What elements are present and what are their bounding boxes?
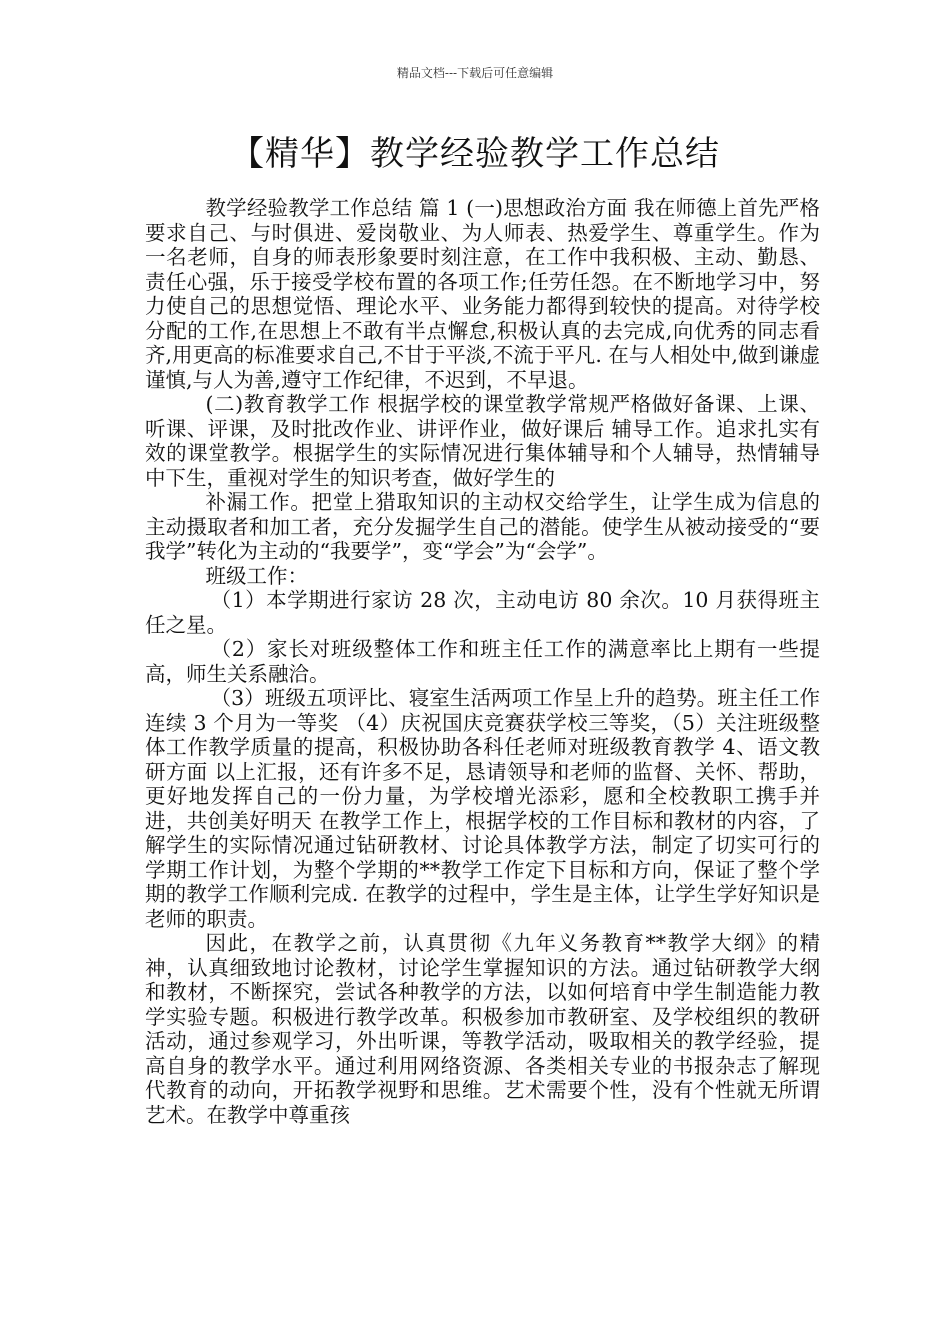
paragraph-remedial: 补漏工作。把堂上猎取知识的主动权交给学生，让学生成为信息的主动摄取者和加工者，充分发掘学生自己的潜能。使学生从被动接受的“要我学”转化为主动的“我要学”，变“学会”为“会学”。	[145, 490, 820, 563]
paragraph-political: 教学经验教学工作总结 篇 1 (一)思想政治方面 我在师德上首先严格要求自己、与时俱进、爱岗敬业、为人师表、热爱学生、尊重学生。作为一名老师，自身的师表形象要时刻注意，在工作中我积极、主动、勤恳、责任心强，乐于接受学校布置的各项工作;任劳任怨。在不断地学习中，努力使自己的思想觉悟、理论水平、业务能力都得到较快的提高。对待学校分配的工作,在思想上不敢有半点懈怠,积极认真的去完成,向优秀的同志看齐,用更高的标准要求自己,不甘于平淡,不流于平凡. 在与人相处中,做到谦虚谨慎,与人为善,遵守工作纪律，不迟到，不早退。	[145, 196, 820, 392]
list-item: （3）班级五项评比、寝室生活两项工作呈上升的趋势。班主任工作连续 3 个月为一等奖 （4）庆祝国庆竞赛获学校三等奖，（5）关注班级整体工作教学质量的提高，积极协助各科任老师对班级教育教学 4、语文教研方面 以上汇报，还有许多不足，恳请领导和老师的监督、关怀、帮助，更好地发挥自己的一份力量，为学校增光添彩，愿和全校教职工携手并进，共创美好明天 在教学工作上，根据学校的工作目标和教材的内容，了解学生的实际情况通过钻研教材、讨论具体教学方法，制定了切实可行的学期工作计划，为整个学期的**教学工作定下目标和方向，保证了整个学期的教学工作顺利完成. 在教学的过程中，学生是主体，让学生学好知识是老师的职责。	[145, 686, 820, 931]
list-item: （1）本学期进行家访 28 次，主动电访 80 余次。10 月获得班主任之星。	[145, 588, 820, 637]
paragraph-therefore: 因此，在教学之前，认真贯彻《九年义务教育**教学大纲》的精神，认真细致地讨论教材，讨论学生掌握知识的方法。通过钻研教学大纲和教材，不断探究，尝试各种教学的方法，以如何培育中学生制造能力教学实验专题。积极进行教学改革。积极参加市教研室、及学校组织的教研活动，通过参观学习，外出听课，等教学活动，吸取相关的教学经验，提高自身的教学水平。通过利用网络资源、各类相关专业的书报杂志了解现代教育的动向，开拓教学视野和思维。艺术需要个性，没有个性就无所谓艺术。在教学中尊重孩	[145, 931, 820, 1127]
paragraph-teaching: (二)教育教学工作 根据学校的课堂教学常规严格做好备课、上课、听课、评课，及时批改作业、讲评作业，做好课后 辅导工作。追求扎实有效的课堂教学。根据学生的实际情况进行集体辅导和个人辅导，热情辅导中下生，重视对学生的知识考查，做好学生的	[145, 392, 820, 490]
paragraph-class-work-heading: 班级工作：	[205, 563, 308, 588]
list-item: （2）家长对班级整体工作和班主任工作的满意率比上期有一些提高，师生关系融洽。	[145, 637, 820, 686]
document-body	[145, 196, 820, 1127]
header-note: 精品文档---下载后可任意编辑	[396, 66, 554, 80]
document-title: 【精华】教学经验教学工作总结	[230, 134, 720, 174]
